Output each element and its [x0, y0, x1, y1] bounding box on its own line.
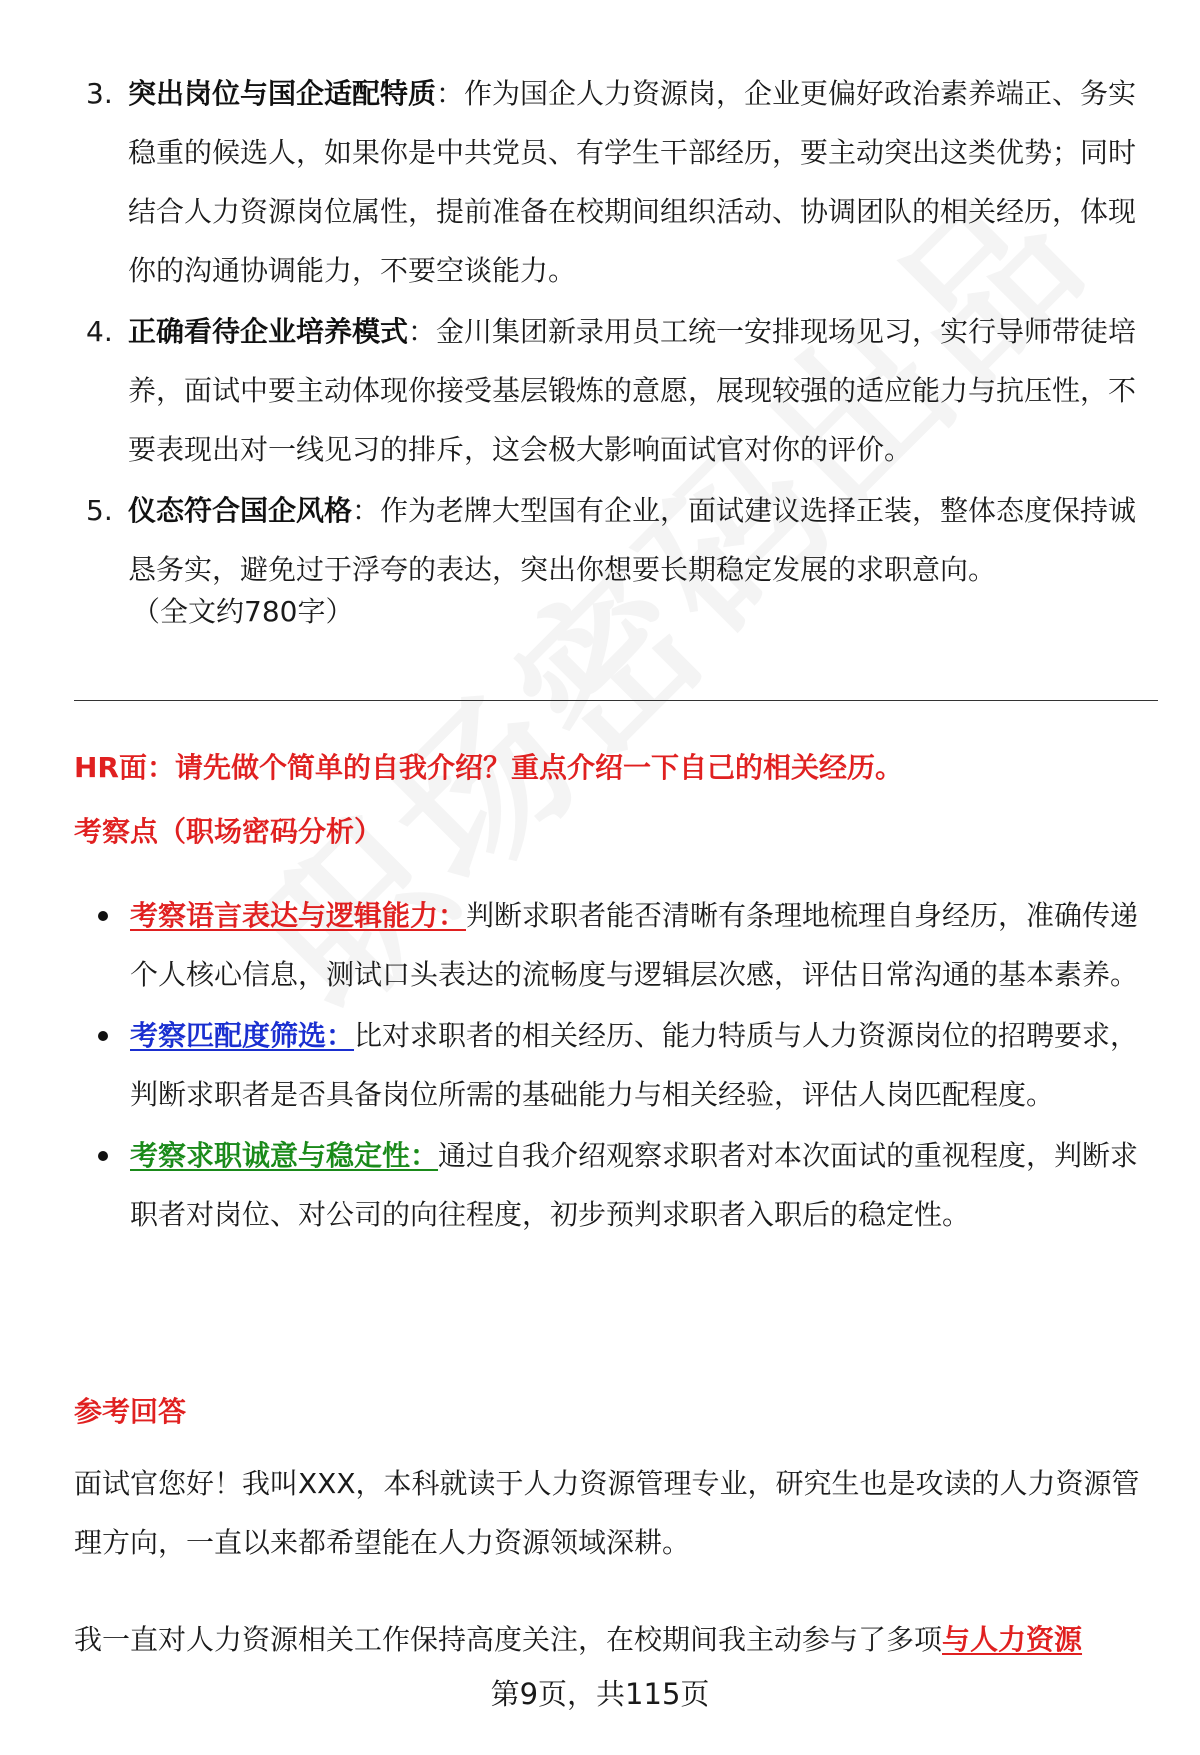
list-item-text: ：作为国企人力资源岗，企业更偏好政治素养端正、务实稳重的候选人，如果你是中共党员、有学生干部经历，要主动突出这类优势；同时结合人力资源岗位属性，提前准备在校期间组织活动、协调团队的相关经历，体现你的沟通协调能力，不要空谈能力。 — [128, 77, 1137, 287]
page-footer: 第9页，共115页 — [490, 1677, 710, 1711]
word-count-note: （全文约780字） — [132, 595, 354, 628]
list-item-title: 正确看待企业培养模式 — [128, 315, 409, 348]
bullet-icon — [98, 911, 108, 921]
exam-point-language — [96, 886, 1142, 1004]
exam-points-heading: 考察点（职场密码分析） — [74, 815, 383, 848]
exam-point-text: 通过自我介绍观察求职者对本次面试的重视程度，判断求职者对岗位、对公司的向往程度，初步预判求职者入职后的稳定性。 — [130, 1139, 1139, 1231]
exam-point-label: 考察语言表达与逻辑能力： — [130, 899, 467, 932]
exam-point-label: 考察匹配度筛选： — [130, 1019, 355, 1052]
list-number: 3. — [86, 77, 113, 110]
section-divider — [74, 700, 1158, 701]
answer-paragraph-1: 面试官您好！我叫XXX，本科就读于人力资源管理专业，研究生也是攻读的人力资源管理方向，一直以来都希望能在人力资源领域深耕。 — [74, 1467, 1140, 1559]
highlighted-link[interactable]: 与人力资源 — [942, 1623, 1083, 1656]
bullet-icon — [98, 1151, 108, 1161]
bullet-icon — [98, 1031, 108, 1041]
list-number: 4. — [86, 315, 113, 348]
numbered-list — [82, 64, 1142, 601]
list-item-text: ：金川集团新录用员工统一安排现场见习，实行导师带徒培养，面试中要主动体现你接受基层锻炼的意愿，展现较强的适应能力与抗压性，不要表现出对一线见习的排斥，这会极大影响面试官对你的评价。 — [128, 315, 1137, 466]
answer-paragraph-text: 我一直对人力资源相关工作保持高度关注，在校期间我主动参与了多项 — [74, 1623, 943, 1656]
list-number: 5. — [86, 494, 113, 527]
exam-point-text: 比对求职者的相关经历、能力特质与人力资源岗位的招聘要求，判断求职者是否具备岗位所需的基础能力与相关经验，评估人岗匹配程度。 — [130, 1019, 1139, 1111]
list-item-title: 突出岗位与国企适配特质 — [128, 77, 437, 110]
exam-point-matching — [96, 1006, 1142, 1124]
exam-point-text: 判断求职者能否清晰有条理地梳理自身经历，准确传递个人核心信息，测试口头表达的流畅度与逻辑层次感，评估日常沟通的基本素养。 — [130, 899, 1139, 991]
exam-points-list — [96, 886, 1142, 1246]
list-item-text: ：作为老牌大型国有企业，面试建议选择正装，整体态度保持诚恳务实，避免过于浮夸的表达，突出你想要长期稳定发展的求职意向。 — [128, 494, 1137, 586]
list-item-5 — [82, 481, 1142, 599]
answer-paragraph-2 — [74, 1610, 1144, 1669]
list-item-4 — [82, 302, 1142, 479]
list-item-title: 仪态符合国企风格 — [128, 494, 353, 527]
list-item-3 — [82, 64, 1142, 300]
answer-heading: 参考回答 — [74, 1395, 187, 1428]
question-title: HR面：请先做个简单的自我介绍？重点介绍一下自己的相关经历。 — [74, 751, 903, 784]
exam-point-sincerity — [96, 1126, 1142, 1244]
exam-point-label: 考察求职诚意与稳定性： — [130, 1139, 439, 1172]
